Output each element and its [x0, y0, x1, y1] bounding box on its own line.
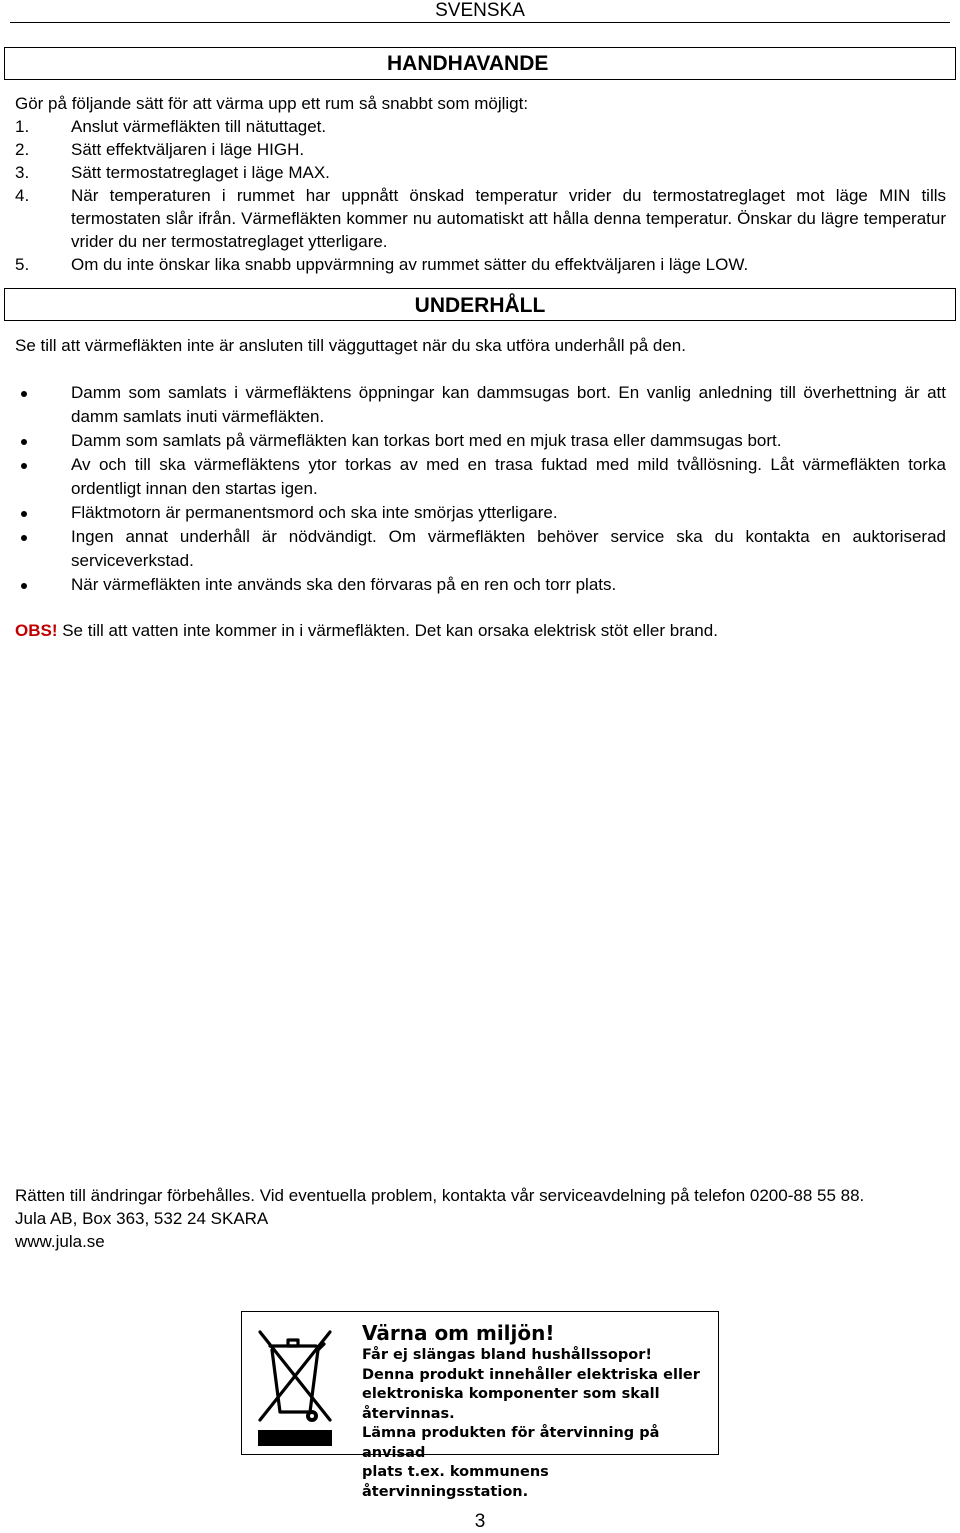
environment-line: plats t.ex. kommunens återvinningsstation.	[362, 1464, 549, 1500]
footer-notice	[15, 1184, 946, 1253]
footer-website: www.jula.se	[15, 1232, 105, 1251]
step-item	[15, 184, 946, 253]
bullet-dot-icon	[21, 391, 27, 397]
section-title-text: UNDERHÅLL	[414, 294, 546, 317]
bullet-dot-icon	[21, 439, 27, 445]
bullet-dot-icon	[21, 511, 27, 517]
underhall-intro: Se till att värmefläkten inte är ansluten till vägguttaget när du ska utföra underhåll på den.	[15, 336, 686, 355]
bullet-text: När värmefläkten inte används ska den förvaras på en ren och torr plats.	[71, 575, 617, 594]
bullet-text: Av och till ska värmefläktens ytor torkas av med en trasa fuktad med mild tvållösning. Låt värmefläkten torka ordentligt innan den startas igen.	[71, 455, 946, 498]
obs-warning	[15, 619, 946, 642]
bullet-item	[15, 429, 946, 453]
page-number: 3	[474, 1511, 486, 1532]
obs-label: OBS!	[15, 621, 58, 640]
step-item	[15, 161, 946, 184]
bullet-item	[15, 525, 946, 573]
section-title-handhavande	[4, 47, 956, 80]
step-text: Anslut värmefläkten till nätuttaget.	[71, 117, 327, 136]
bullet-item	[15, 573, 946, 597]
step-item	[15, 253, 946, 276]
header-divider	[10, 22, 950, 23]
environment-line: Denna produkt innehåller elektriska eller	[362, 1366, 700, 1383]
section-title-underhall	[4, 288, 956, 321]
bullet-text: Damm som samlats på värmefläkten kan torkas bort med en mjuk trasa eller dammsugas bort.	[71, 431, 782, 450]
step-text: Sätt termostatreglaget i läge MAX.	[71, 163, 330, 182]
footer-disclaimer: Rätten till ändringar förbehålles. Vid eventuella problem, kontakta vår serviceavdelning på telefon 0200-88 55 88.	[15, 1186, 865, 1205]
environment-line: Får ej slängas bland hushållssopor!	[362, 1347, 652, 1363]
footer-address: Jula AB, Box 363, 532 24 SKARA	[15, 1209, 269, 1228]
step-text: Om du inte önskar lika snabb uppvärmning av rummet sätter du effektväljaren i läge LOW.	[71, 255, 749, 274]
handhavande-intro: Gör på följande sätt för att värma upp ett rum så snabbt som möjligt:	[15, 94, 529, 113]
bullet-item	[15, 381, 946, 429]
environment-line: Lämna produkten för återvinning på anvisad	[362, 1425, 660, 1461]
environment-notice-box	[241, 1311, 719, 1500]
bullet-text: Damm som samlats i värmefläktens öppningar kan dammsugas bort. En vanlig anledning till överhettning är att damm samlats inuti värmefläkten.	[71, 383, 946, 426]
section-title-text: HANDHAVANDE	[387, 52, 549, 75]
step-text: Sätt effektväljaren i läge HIGH.	[71, 140, 305, 159]
header-language: SVENSKA	[435, 0, 525, 21]
bullet-dot-icon	[21, 463, 27, 469]
bullet-dot-icon	[21, 583, 27, 589]
bullet-dot-icon	[21, 535, 27, 541]
underhall-bullets	[15, 381, 946, 597]
step-item	[15, 138, 946, 161]
environment-text	[362, 1320, 712, 1502]
step-number: 1.	[15, 117, 30, 136]
step-number: 5.	[15, 255, 30, 274]
step-number: 4.	[15, 186, 30, 205]
obs-text: Se till att vatten inte kommer in i värmefläkten. Det kan orsaka elektrisk stöt eller brand.	[57, 621, 718, 640]
crossed-out-wheelie-bin-icon	[252, 1320, 336, 1448]
bullet-item	[15, 453, 946, 501]
bullet-item	[15, 501, 946, 525]
environment-title: Värna om miljön!	[362, 1321, 555, 1345]
handhavande-steps	[15, 115, 946, 276]
bullet-text: Ingen annat underhåll är nödvändigt. Om värmefläkten behöver service ska du kontakta en auktoriserad serviceverkstad.	[71, 527, 946, 570]
step-number: 3.	[15, 163, 30, 182]
bullet-text: Fläktmotorn är permanentsmord och ska inte smörjas ytterligare.	[71, 503, 558, 522]
step-text: När temperaturen i rummet har uppnått önskad temperatur vrider du termostatreglaget mot läge MIN tills termostaten slår ifrån. Värmefläkten kommer nu automatiskt att hålla denna temperatur. Önskar du lägre temperatur vrider du ner termostatreglaget ytterligare.	[71, 186, 946, 251]
environment-line: elektroniska komponenter som skall återvinnas.	[362, 1386, 660, 1422]
step-item	[15, 115, 946, 138]
step-number: 2.	[15, 140, 30, 159]
